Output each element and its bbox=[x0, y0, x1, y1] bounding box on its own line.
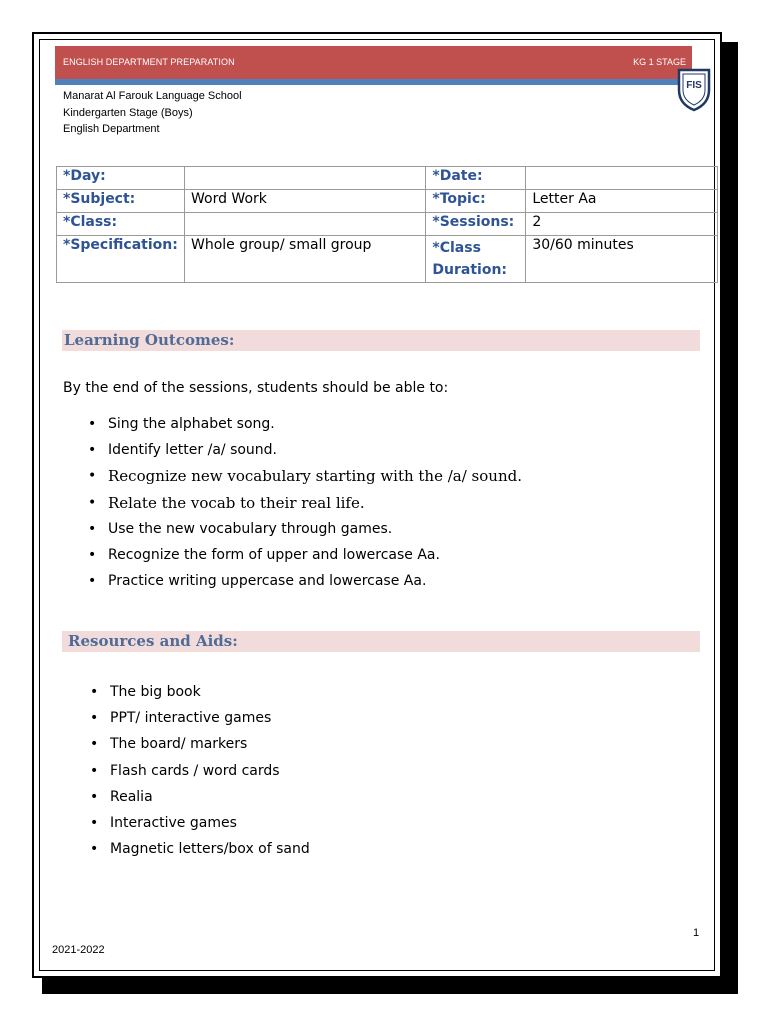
logo-text: FIS bbox=[686, 80, 702, 91]
list-item: • Recognize the form of upper and lowercase Aa. bbox=[88, 545, 522, 571]
sessions-label: *Sessions: bbox=[426, 213, 526, 236]
table-row bbox=[57, 213, 718, 236]
list-item: • The big book bbox=[90, 682, 310, 708]
learning-outcomes-list bbox=[88, 414, 522, 597]
school-name: Manarat Al Farouk Language School bbox=[63, 90, 242, 102]
list-item: • The board/ markers bbox=[90, 734, 310, 760]
specification-label: *Specification: bbox=[57, 236, 185, 283]
date-value bbox=[526, 167, 718, 190]
page-number: 1 bbox=[693, 927, 700, 939]
day-label: *Day: bbox=[57, 167, 185, 190]
table-row bbox=[57, 190, 718, 213]
topic-value: Letter Aa bbox=[526, 190, 718, 213]
school-department: English Department bbox=[63, 123, 160, 135]
sessions-value: 2 bbox=[526, 213, 718, 236]
class-duration-value: 30/60 minutes bbox=[526, 236, 718, 283]
list-item: • Use the new vocabulary through games. bbox=[88, 519, 522, 545]
class-value bbox=[184, 213, 425, 236]
specification-value: Whole group/ small group bbox=[184, 236, 425, 283]
learning-outcomes-intro: By the end of the sessions, students should be able to: bbox=[63, 380, 449, 396]
list-item: • Interactive games bbox=[90, 813, 310, 839]
subject-value: Word Work bbox=[184, 190, 425, 213]
learning-outcomes-heading: Learning Outcomes: bbox=[62, 330, 700, 351]
list-item: • Realia bbox=[90, 787, 310, 813]
day-value bbox=[184, 167, 425, 190]
list-item: • Relate the vocab to their real life. bbox=[88, 493, 522, 519]
list-item: • Magnetic letters/box of sand bbox=[90, 839, 310, 865]
table-row bbox=[57, 167, 718, 190]
table-row bbox=[57, 236, 718, 283]
header-department: ENGLISH DEPARTMENT PREPARATION bbox=[63, 57, 235, 67]
list-item: • Sing the alphabet song. bbox=[88, 414, 522, 440]
topic-label: *Topic: bbox=[426, 190, 526, 213]
academic-year: 2021-2022 bbox=[52, 944, 105, 956]
header-accent-line bbox=[55, 79, 695, 85]
resources-list bbox=[90, 682, 310, 865]
list-item: • Recognize new vocabulary starting with the /a/ sound. bbox=[88, 466, 522, 492]
date-label: *Date: bbox=[426, 167, 526, 190]
list-item: • Flash cards / word cards bbox=[90, 761, 310, 787]
list-item: • Practice writing uppercase and lowercase Aa. bbox=[88, 571, 522, 597]
list-item: • PPT/ interactive games bbox=[90, 708, 310, 734]
class-label: *Class: bbox=[57, 213, 185, 236]
school-info bbox=[63, 88, 242, 138]
list-item: • Identify letter /a/ sound. bbox=[88, 440, 522, 466]
header-stage: KG 1 STAGE bbox=[633, 57, 686, 67]
resources-heading: Resources and Aids: bbox=[62, 631, 700, 652]
school-stage: Kindergarten Stage (Boys) bbox=[63, 106, 193, 119]
subject-label: *Subject: bbox=[57, 190, 185, 213]
school-logo-icon bbox=[675, 66, 713, 112]
class-duration-label: *Class Duration: bbox=[426, 236, 526, 283]
lesson-info-table bbox=[56, 166, 718, 283]
